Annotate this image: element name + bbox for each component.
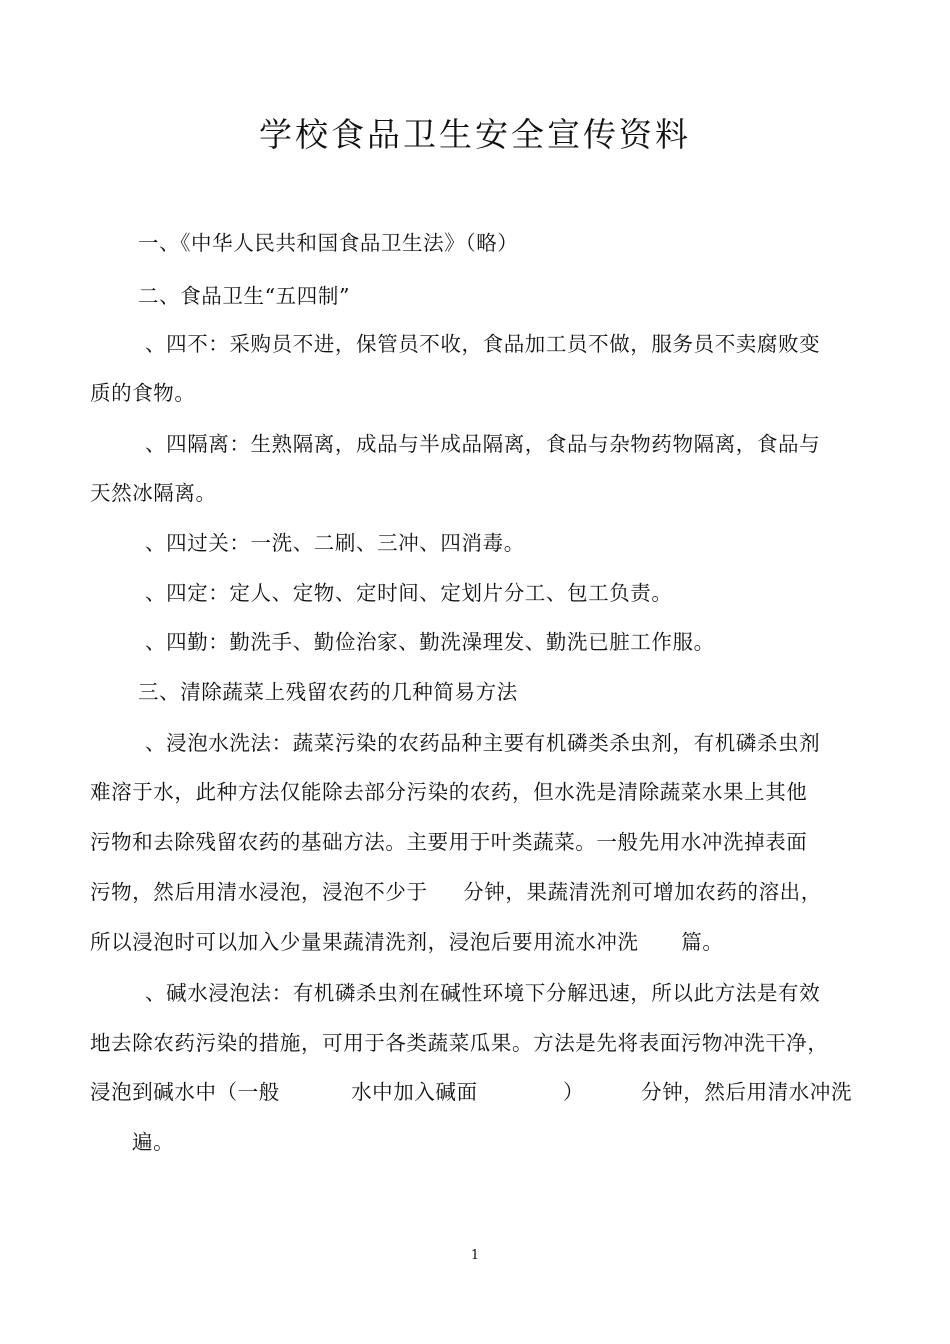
paragraph-line: 污物，然后用清水浸泡，浸泡不少于 分钟，果蔬清洗剂可增加农药的溶出， bbox=[90, 880, 822, 904]
paragraph-line: 、四勤：勤洗手、勤俭治家、勤洗澡理发、勤洗已脏工作服。 bbox=[145, 630, 715, 654]
paragraph-line: 浸泡到碱水中（一般 水中加入碱面 ） 分钟，然后用清水冲洗 bbox=[90, 1080, 853, 1104]
section-heading-1: 一、《中华人民共和国食品卫生法》（略） bbox=[138, 231, 519, 255]
paragraph-line: 所以浸泡时可以加入少量果蔬清洗剂，浸泡后要用流水冲洗 篇。 bbox=[90, 930, 724, 954]
paragraph-line: 、碱水浸泡法：有机磷杀虫剂在碱性环境下分解迅速，所以此方法是有效 bbox=[145, 981, 821, 1005]
section-heading-3: 三、清除蔬菜上残留农药的几种简易方法 bbox=[138, 680, 518, 704]
paragraph-line: 、四定：定人、定物、定时间、定划片分工、包工负责。 bbox=[145, 581, 673, 605]
paragraph-line: 、四过关：一洗、二刷、三冲、四消毒。 bbox=[145, 531, 525, 555]
paragraph-line: 污物和去除残留农药的基础方法。主要用于叶类蔬菜。一般先用水冲洗掉表面 bbox=[90, 830, 808, 854]
paragraph-line: 质的食物。 bbox=[90, 381, 196, 405]
paragraph-line: 、四不：采购员不进，保管员不收，食品加工员不做，服务员不卖腐败变 bbox=[145, 332, 821, 356]
paragraph-line: 、四隔离：生熟隔离，成品与半成品隔离，食品与杂物药物隔离，食品与 bbox=[145, 432, 821, 456]
paragraph-line: 难溶于水，此种方法仅能除去部分污染的农药，但水洗是清除蔬菜水果上其他 bbox=[90, 780, 808, 804]
paragraph-line: 遍。 bbox=[132, 1130, 175, 1154]
page-number: 1 bbox=[470, 1248, 480, 1263]
document-title: 学校食品卫生安全宣传资料 bbox=[259, 115, 691, 154]
paragraph-line: 、浸泡水洗法：蔬菜污染的农药品种主要有机磷类杀虫剂，有机磷杀虫剂 bbox=[145, 731, 821, 755]
paragraph-line: 天然冰隔离。 bbox=[90, 481, 217, 505]
paragraph-line: 地去除农药污染的措施，可用于各类蔬菜瓜果。方法是先将表面污物冲洗干净， bbox=[90, 1031, 829, 1055]
section-heading-2: 二、食品卫生“五四制” bbox=[138, 284, 351, 308]
